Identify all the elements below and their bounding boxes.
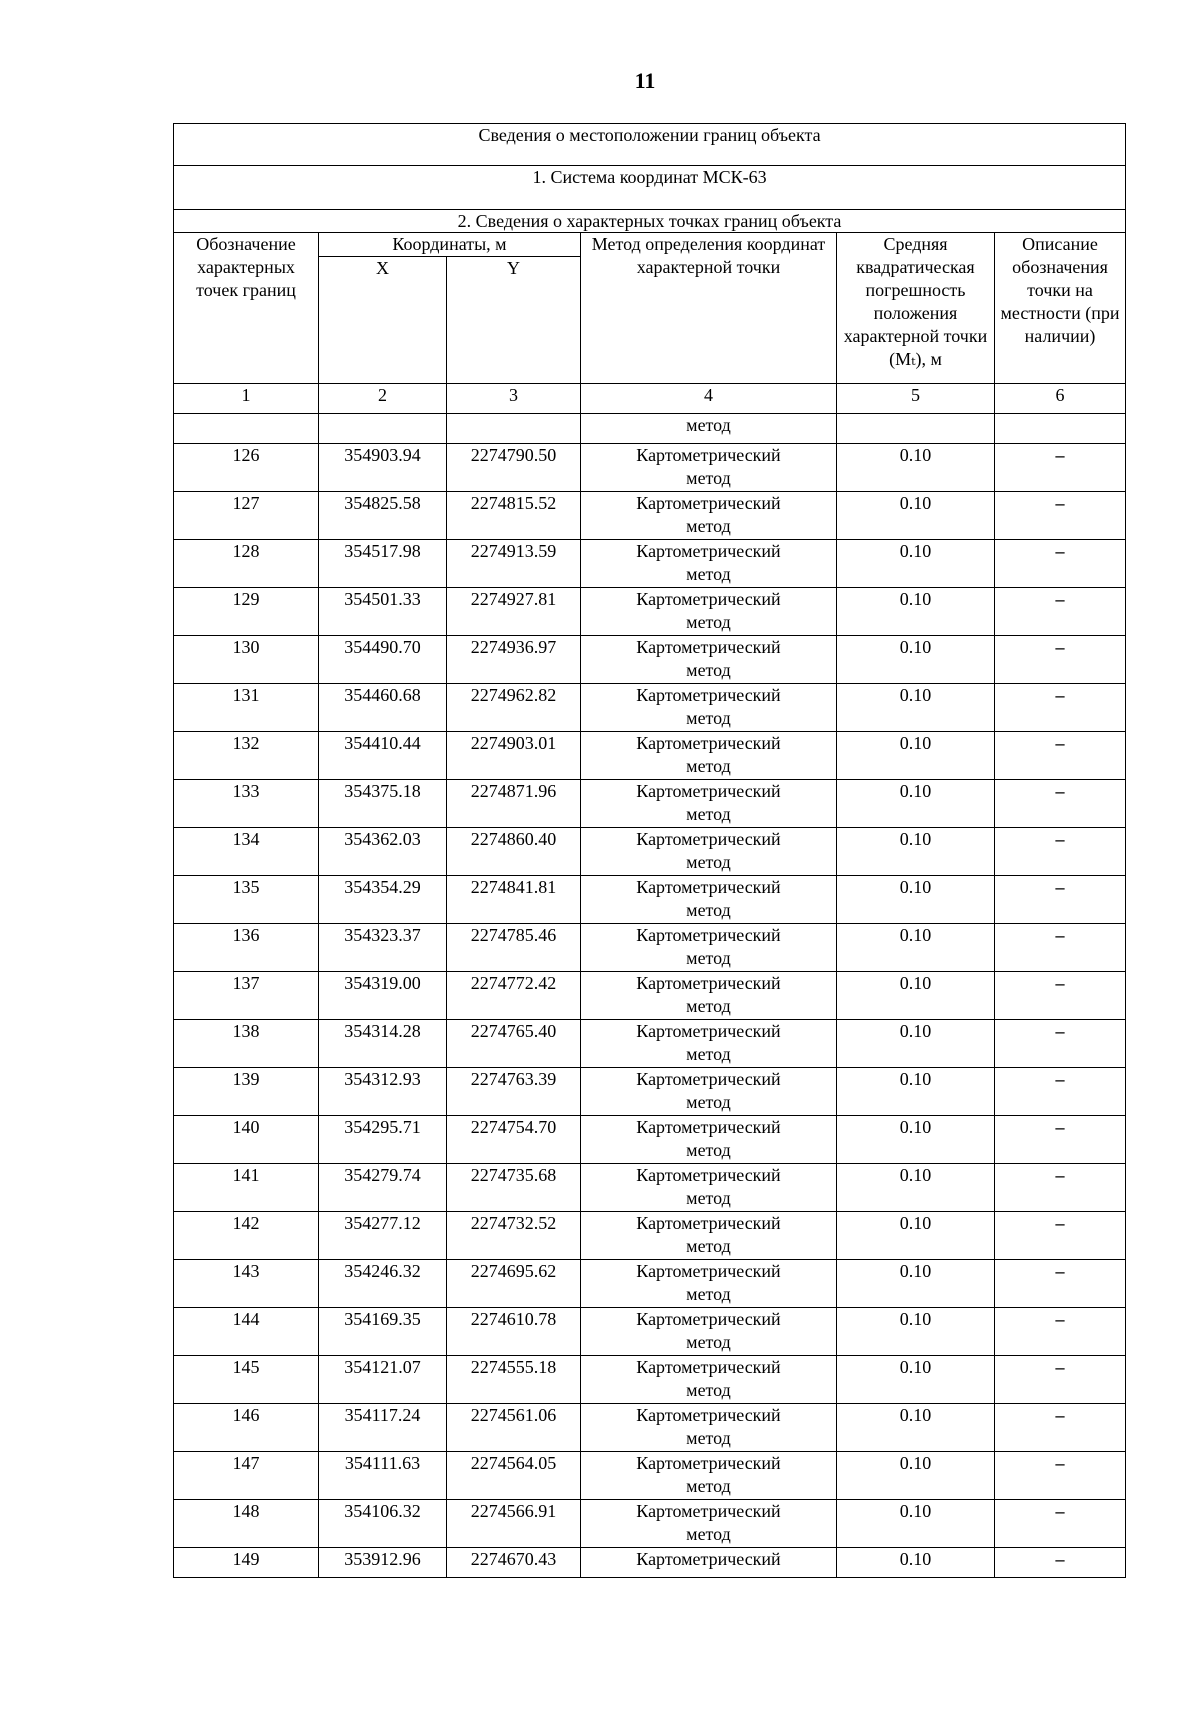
column-number: 4 [581,384,837,414]
error-value: 0.10 [837,1452,995,1500]
description: – [995,876,1126,924]
coord-x: 354121.07 [319,1356,447,1404]
point-number: 128 [174,540,319,588]
point-number: 138 [174,1020,319,1068]
method-line2: метод [686,1044,731,1064]
method-line1: Картометрический [636,829,781,849]
error-value: 0.10 [837,684,995,732]
coord-y: 2274936.97 [447,636,581,684]
description: – [995,540,1126,588]
method [581,1404,837,1452]
method-line1: Картометрический [636,781,781,801]
coord-y: 2274670.43 [447,1548,581,1578]
method [581,684,837,732]
coord-y: 2274785.46 [447,924,581,972]
point-number: 129 [174,588,319,636]
method-line2: метод [686,900,731,920]
empty-cell [447,414,581,444]
method-line1: Картометрический [636,925,781,945]
coord-y: 2274561.06 [447,1404,581,1452]
coord-y: 2274927.81 [447,588,581,636]
method-line1: Картометрический [636,1309,781,1329]
point-number: 148 [174,1500,319,1548]
method-line2: метод [686,468,731,488]
description: – [995,1308,1126,1356]
method-line2: метод [686,1428,731,1448]
method-line2: метод [686,1236,731,1256]
method-line1: Картометрический [636,1213,781,1233]
header-x: X [319,257,447,384]
point-number: 136 [174,924,319,972]
column-number: 6 [995,384,1126,414]
coord-x: 354410.44 [319,732,447,780]
table-row [174,1164,1126,1212]
coord-x: 354111.63 [319,1452,447,1500]
point-number: 145 [174,1356,319,1404]
error-value: 0.10 [837,1404,995,1452]
method [581,588,837,636]
table-title: Сведения о местоположении границ объекта [174,124,1126,166]
error-value: 0.10 [837,924,995,972]
method-line2: метод [686,756,731,776]
method [581,924,837,972]
method-line1: Картометрический [636,1165,781,1185]
table-row [174,492,1126,540]
coord-x: 354279.74 [319,1164,447,1212]
coordinate-system: 1. Система координат МСК-63 [174,166,1126,210]
method-line2: метод [686,564,731,584]
method [581,780,837,828]
method-line2: метод [686,1380,731,1400]
table-row [174,1500,1126,1548]
method: Картометрический [581,1548,837,1578]
method-line1: Картометрический [636,877,781,897]
coord-x: 354375.18 [319,780,447,828]
method [581,1116,837,1164]
method-line2: метод [686,804,731,824]
error-value: 0.10 [837,972,995,1020]
error-value: 0.10 [837,588,995,636]
coord-y: 2274913.59 [447,540,581,588]
method-line1: Картометрический [636,1117,781,1137]
table-row [174,1116,1126,1164]
empty-cell [995,414,1126,444]
method [581,1500,837,1548]
point-number: 132 [174,732,319,780]
table-row [174,924,1126,972]
table-row [174,972,1126,1020]
column-number: 3 [447,384,581,414]
error-value: 0.10 [837,636,995,684]
method-line2: метод [686,1524,731,1544]
point-number: 147 [174,1452,319,1500]
header-point: Обозначение характерных точек границ [174,233,319,384]
method [581,1308,837,1356]
point-number: 143 [174,1260,319,1308]
point-number: 131 [174,684,319,732]
table-row [174,1308,1126,1356]
coord-x: 354460.68 [319,684,447,732]
description: – [995,1260,1126,1308]
method [581,636,837,684]
point-number: 126 [174,444,319,492]
coord-x: 354277.12 [319,1212,447,1260]
error-value: 0.10 [837,1308,995,1356]
table-row [174,1548,1126,1578]
coord-y: 2274871.96 [447,780,581,828]
description: – [995,1212,1126,1260]
point-number: 133 [174,780,319,828]
method [581,492,837,540]
coord-y: 2274754.70 [447,1116,581,1164]
table-row [174,780,1126,828]
error-value: 0.10 [837,1500,995,1548]
coord-y: 2274735.68 [447,1164,581,1212]
description: – [995,1356,1126,1404]
coord-y: 2274815.52 [447,492,581,540]
error-value: 0.10 [837,1068,995,1116]
description: – [995,444,1126,492]
table-row [174,588,1126,636]
method-line2: метод [686,1188,731,1208]
coord-y: 2274790.50 [447,444,581,492]
method [581,1356,837,1404]
table-row [174,1068,1126,1116]
coord-x: 353912.96 [319,1548,447,1578]
table-row [174,1452,1126,1500]
coord-y: 2274695.62 [447,1260,581,1308]
table-row [174,828,1126,876]
method-line2: метод [686,996,731,1016]
point-number: 134 [174,828,319,876]
point-number: 142 [174,1212,319,1260]
method-line2: метод [686,852,731,872]
point-number: 144 [174,1308,319,1356]
description: – [995,588,1126,636]
method [581,732,837,780]
description: – [995,732,1126,780]
header-description: Описание обозначения точки на местности (при наличии) [995,233,1126,384]
coord-y: 2274763.39 [447,1068,581,1116]
error-value: 0.10 [837,732,995,780]
method [581,828,837,876]
point-number: 135 [174,876,319,924]
method [581,972,837,1020]
method-line1: Картометрический [636,637,781,657]
method-line1: Картометрический [636,685,781,705]
table-row [174,540,1126,588]
method-line1: Картометрический [636,1069,781,1089]
method [581,1164,837,1212]
boundary-points-table [173,123,1126,1578]
page-number: 11 [634,68,656,93]
method-line1: Картометрический [636,1501,781,1521]
method-line2: метод [686,1476,731,1496]
error-value: 0.10 [837,540,995,588]
table-row [174,444,1126,492]
method-line1: Картометрический [636,1405,781,1425]
method-line1: Картометрический [636,733,781,753]
method-line2: метод [686,1140,731,1160]
method-line2: метод [686,948,731,968]
empty-cell [319,414,447,444]
description: – [995,1404,1126,1452]
coord-x: 354903.94 [319,444,447,492]
table-row [174,636,1126,684]
table-row [174,1020,1126,1068]
method-line1: Картометрический [636,1453,781,1473]
error-value: 0.10 [837,1164,995,1212]
table-row [174,1356,1126,1404]
coord-y: 2274860.40 [447,828,581,876]
description: – [995,1500,1126,1548]
method-line1: Картометрический [636,1021,781,1041]
error-value: 0.10 [837,1260,995,1308]
coord-y: 2274765.40 [447,1020,581,1068]
table-row [174,876,1126,924]
method-line2: метод [686,660,731,680]
error-value: 0.10 [837,444,995,492]
method [581,1260,837,1308]
coord-x: 354490.70 [319,636,447,684]
error-value: 0.10 [837,780,995,828]
coord-x: 354169.35 [319,1308,447,1356]
coord-x: 354319.00 [319,972,447,1020]
empty-cell [174,414,319,444]
section-title: 2. Сведения о характерных точках границ объекта [174,210,1126,233]
method-line2: метод [686,612,731,632]
description: – [995,684,1126,732]
coord-x: 354354.29 [319,876,447,924]
coord-y: 2274903.01 [447,732,581,780]
description: – [995,1068,1126,1116]
coord-x: 354517.98 [319,540,447,588]
table-row [174,1212,1126,1260]
point-number: 130 [174,636,319,684]
method-line2: метод [686,516,731,536]
description: – [995,780,1126,828]
method [581,1068,837,1116]
method [581,444,837,492]
error-value: 0.10 [837,1548,995,1578]
table-row [174,1260,1126,1308]
point-number: 141 [174,1164,319,1212]
coord-x: 354246.32 [319,1260,447,1308]
method-line1: Картометрический [636,1357,781,1377]
error-value: 0.10 [837,1356,995,1404]
method-line1: Картометрический [636,1261,781,1281]
coord-y: 2274555.18 [447,1356,581,1404]
coord-y: 2274564.05 [447,1452,581,1500]
header-y: Y [447,257,581,384]
coord-x: 354106.32 [319,1500,447,1548]
point-number: 146 [174,1404,319,1452]
method-line1: Картометрический [636,973,781,993]
method-line2: метод [686,1092,731,1112]
method [581,1452,837,1500]
description: – [995,1020,1126,1068]
method [581,540,837,588]
point-number: 137 [174,972,319,1020]
description: – [995,1116,1126,1164]
coord-x: 354314.28 [319,1020,447,1068]
header-error: Средняя квадратическая погрешность положения характерной точки (Mₜ), м [837,233,995,384]
header-coordinates: Координаты, м [319,233,581,257]
coord-y: 2274732.52 [447,1212,581,1260]
error-value: 0.10 [837,876,995,924]
method [581,876,837,924]
method-line2: метод [686,708,731,728]
column-number: 2 [319,384,447,414]
description: – [995,924,1126,972]
table-row [174,1404,1126,1452]
error-value: 0.10 [837,828,995,876]
method-line2: метод [686,1284,731,1304]
method-line1: Картометрический [636,541,781,561]
coord-x: 354312.93 [319,1068,447,1116]
coord-y: 2274772.42 [447,972,581,1020]
description: – [995,636,1126,684]
description: – [995,972,1126,1020]
method [581,1212,837,1260]
column-number: 5 [837,384,995,414]
coord-x: 354323.37 [319,924,447,972]
header-method: Метод определения координат характерной точки [581,233,837,384]
coord-x: 354117.24 [319,1404,447,1452]
table-row [174,732,1126,780]
coord-y: 2274566.91 [447,1500,581,1548]
point-number: 140 [174,1116,319,1164]
table-row [174,684,1126,732]
coord-y: 2274610.78 [447,1308,581,1356]
coord-x: 354295.71 [319,1116,447,1164]
coord-y: 2274841.81 [447,876,581,924]
method-line1: Картометрический [636,445,781,465]
continuation-method: метод [581,414,837,444]
coord-x: 354362.03 [319,828,447,876]
description: – [995,492,1126,540]
coord-y: 2274962.82 [447,684,581,732]
coord-x: 354825.58 [319,492,447,540]
description: – [995,1164,1126,1212]
column-number: 1 [174,384,319,414]
point-number: 149 [174,1548,319,1578]
method [581,1020,837,1068]
error-value: 0.10 [837,492,995,540]
point-number: 139 [174,1068,319,1116]
empty-cell [837,414,995,444]
coord-x: 354501.33 [319,588,447,636]
method-line1: Картометрический [636,493,781,513]
method-line1: Картометрический [636,589,781,609]
method-line2: метод [686,1332,731,1352]
description: – [995,828,1126,876]
error-value: 0.10 [837,1020,995,1068]
error-value: 0.10 [837,1116,995,1164]
error-value: 0.10 [837,1212,995,1260]
point-number: 127 [174,492,319,540]
description: – [995,1452,1126,1500]
description: – [995,1548,1126,1578]
